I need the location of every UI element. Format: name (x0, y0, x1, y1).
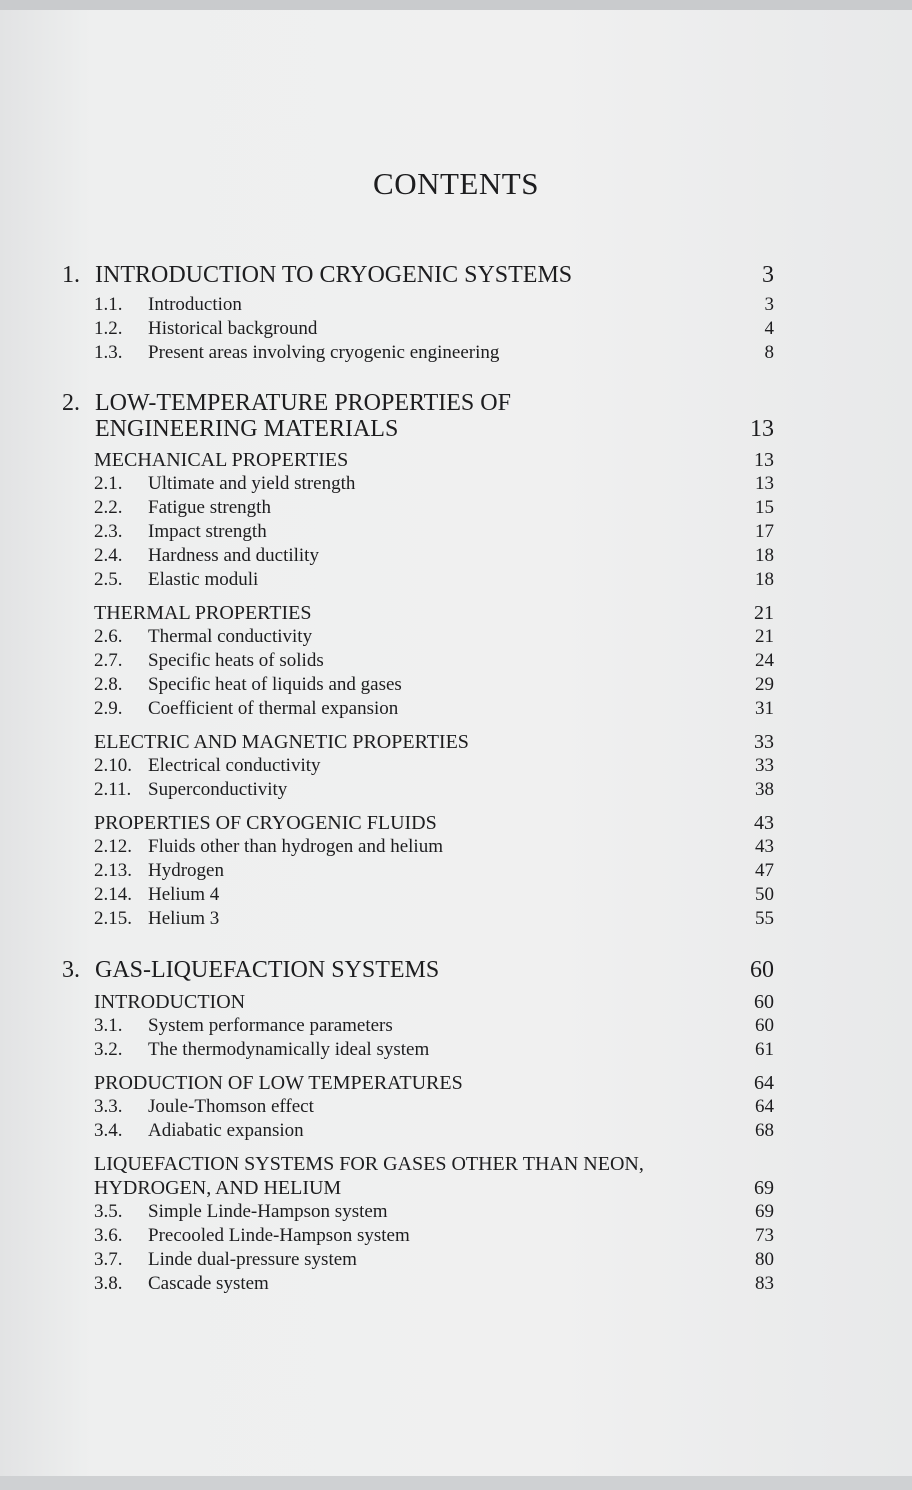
section-mechanical (62, 448, 774, 592)
toc-entry (94, 520, 774, 544)
entry-page: 3 (764, 294, 774, 315)
entry-page: 60 (755, 1015, 774, 1036)
entry-number: 1.2. (94, 318, 123, 339)
chapter-title-line-1: LOW-TEMPERATURE PROPERTIES OF (95, 390, 511, 416)
entry-title: Impact strength (148, 521, 267, 542)
table-of-contents (62, 262, 774, 1296)
entry-number: 2.12. (94, 836, 132, 857)
entry-number: 3.5. (94, 1201, 123, 1222)
section-page: 64 (754, 1072, 774, 1094)
entry-title: Specific heats of solids (148, 650, 324, 671)
entry-number: 2.9. (94, 698, 123, 719)
toc-entry (94, 754, 774, 778)
chapter-title-line-2: ENGINEERING MATERIALS (95, 416, 399, 442)
entry-page: 73 (755, 1225, 774, 1246)
entry-page: 69 (755, 1201, 774, 1222)
section-title-line-1: LIQUEFACTION SYSTEMS FOR GASES OTHER THAN NEON, (94, 1153, 644, 1175)
entry-title: Helium 4 (148, 884, 220, 905)
entry-number: 2.2. (94, 497, 123, 518)
chapter-number: 3. (62, 957, 80, 983)
entry-page: 61 (755, 1039, 774, 1060)
chapter-number: 2. (62, 390, 80, 416)
entry-page: 80 (755, 1249, 774, 1270)
toc-entry (94, 1272, 774, 1296)
entry-number: 3.1. (94, 1015, 123, 1036)
entry-page: 21 (755, 626, 774, 647)
entry-page: 18 (755, 545, 774, 566)
entry-title: Introduction (148, 294, 242, 315)
section-page: 60 (754, 991, 774, 1013)
entry-number: 3.6. (94, 1225, 123, 1246)
toc-entry (94, 1200, 774, 1224)
chapter-1 (62, 262, 774, 365)
toc-entry (94, 293, 774, 317)
entry-title: Present areas involving cryogenic engineering (148, 342, 500, 363)
entry-title: Linde dual-pressure system (148, 1249, 357, 1270)
section-title: PROPERTIES OF CRYOGENIC FLUIDS (94, 812, 437, 834)
entry-title: Cascade system (148, 1273, 269, 1294)
chapter-page: 3 (762, 262, 774, 288)
entry-page: 50 (755, 884, 774, 905)
toc-entry (94, 697, 774, 721)
entry-page: 47 (755, 860, 774, 881)
entry-page: 15 (755, 497, 774, 518)
toc-entry (94, 317, 774, 341)
entry-number: 2.5. (94, 569, 123, 590)
toc-entry (94, 1248, 774, 1272)
toc-entry (94, 1014, 774, 1038)
entry-number: 2.15. (94, 908, 132, 929)
page-edge (0, 1476, 912, 1490)
entry-title: Superconductivity (148, 779, 288, 800)
section-thermal (62, 601, 774, 721)
chapter-3 (62, 957, 774, 1296)
section-page: 43 (754, 812, 774, 834)
entry-title: Fluids other than hydrogen and helium (148, 836, 443, 857)
section-title: ELECTRIC AND MAGNETIC PROPERTIES (94, 731, 469, 753)
entry-number: 1.1. (94, 294, 123, 315)
entry-title: System performance parameters (148, 1015, 393, 1036)
toc-entry (94, 835, 774, 859)
section-page: 13 (754, 449, 774, 471)
section-title-line-2: HYDROGEN, AND HELIUM (94, 1177, 342, 1199)
toc-entry (94, 907, 774, 931)
chapter-title: GAS-LIQUEFACTION SYSTEMS (95, 957, 440, 983)
entry-number: 2.10. (94, 755, 132, 776)
entry-page: 29 (755, 674, 774, 695)
entry-title: Hydrogen (148, 860, 224, 881)
entry-number: 2.7. (94, 650, 123, 671)
entry-number: 3.2. (94, 1039, 123, 1060)
section-page: 21 (754, 602, 774, 624)
entry-title: The thermodynamically ideal system (148, 1039, 430, 1060)
toc-entry (94, 496, 774, 520)
entry-number: 3.8. (94, 1273, 123, 1294)
toc-entry (94, 673, 774, 697)
entry-number: 2.11. (94, 779, 132, 800)
page-title: CONTENTS (373, 166, 539, 201)
entry-page: 55 (755, 908, 774, 929)
entry-title: Hardness and ductility (148, 545, 319, 566)
entry-title: Joule-Thomson effect (148, 1096, 314, 1117)
entry-page: 83 (755, 1273, 774, 1294)
chapter-2 (62, 390, 774, 931)
section-cryogenic-fluids (62, 811, 774, 931)
entry-number: 2.4. (94, 545, 123, 566)
section-low-temperatures (62, 1071, 774, 1143)
entry-title: Elastic moduli (148, 569, 259, 590)
toc-entry (94, 1119, 774, 1143)
chapter-page: 13 (750, 416, 774, 442)
entry-title: Thermal conductivity (148, 626, 313, 647)
entry-title: Simple Linde-Hampson system (148, 1201, 388, 1222)
entry-number: 3.3. (94, 1096, 123, 1117)
toc-entry (94, 778, 774, 802)
toc-entry (94, 1038, 774, 1062)
entry-title: Historical background (148, 318, 318, 339)
entry-title: Coefficient of thermal expansion (148, 698, 399, 719)
toc-entry (94, 544, 774, 568)
section-title: PRODUCTION OF LOW TEMPERATURES (94, 1072, 463, 1094)
toc-entry (94, 883, 774, 907)
entry-title: Helium 3 (148, 908, 220, 929)
entry-page: 18 (755, 569, 774, 590)
section-electric-magnetic (62, 730, 774, 802)
entry-number: 2.3. (94, 521, 123, 542)
entry-number: 3.7. (94, 1249, 123, 1270)
entry-page: 24 (755, 650, 774, 671)
toc-entry (94, 649, 774, 673)
entry-page: 13 (755, 473, 774, 494)
entry-page: 38 (755, 779, 774, 800)
entry-number: 2.1. (94, 473, 123, 494)
chapter-page: 60 (750, 957, 774, 983)
toc-entry (94, 1095, 774, 1119)
entry-page: 64 (755, 1096, 774, 1117)
entry-title: Electrical conductivity (148, 755, 321, 776)
entry-title: Adiabatic expansion (148, 1120, 304, 1141)
entry-page: 43 (755, 836, 774, 857)
entry-number: 3.4. (94, 1120, 123, 1141)
toc-entry (94, 859, 774, 883)
section-title: INTRODUCTION (94, 991, 246, 1013)
toc-entry (94, 568, 774, 592)
chapter-number: 1. (62, 262, 80, 288)
entry-page: 8 (764, 342, 774, 363)
entry-number: 2.13. (94, 860, 132, 881)
section-page: 69 (754, 1177, 774, 1199)
toc-entry (94, 625, 774, 649)
entry-page: 31 (755, 698, 774, 719)
entry-page: 4 (764, 318, 774, 339)
chapter-title: INTRODUCTION TO CRYOGENIC SYSTEMS (95, 262, 573, 288)
entry-page: 33 (755, 755, 774, 776)
section-liquefaction-systems (62, 1152, 774, 1296)
entry-number: 2.14. (94, 884, 132, 905)
section-page: 33 (754, 731, 774, 753)
toc-entry (94, 472, 774, 496)
entry-number: 2.8. (94, 674, 123, 695)
section-title: MECHANICAL PROPERTIES (94, 449, 349, 471)
toc-entry (94, 341, 774, 365)
section-introduction (62, 990, 774, 1062)
entry-title: Fatigue strength (148, 497, 271, 518)
entry-page: 17 (755, 521, 774, 542)
entry-title: Specific heat of liquids and gases (148, 674, 402, 695)
section-title: THERMAL PROPERTIES (94, 602, 312, 624)
entry-number: 1.3. (94, 342, 123, 363)
entry-title: Precooled Linde-Hampson system (148, 1225, 410, 1246)
entry-title: Ultimate and yield strength (148, 473, 356, 494)
toc-entry (94, 1224, 774, 1248)
entry-page: 68 (755, 1120, 774, 1141)
entry-number: 2.6. (94, 626, 123, 647)
